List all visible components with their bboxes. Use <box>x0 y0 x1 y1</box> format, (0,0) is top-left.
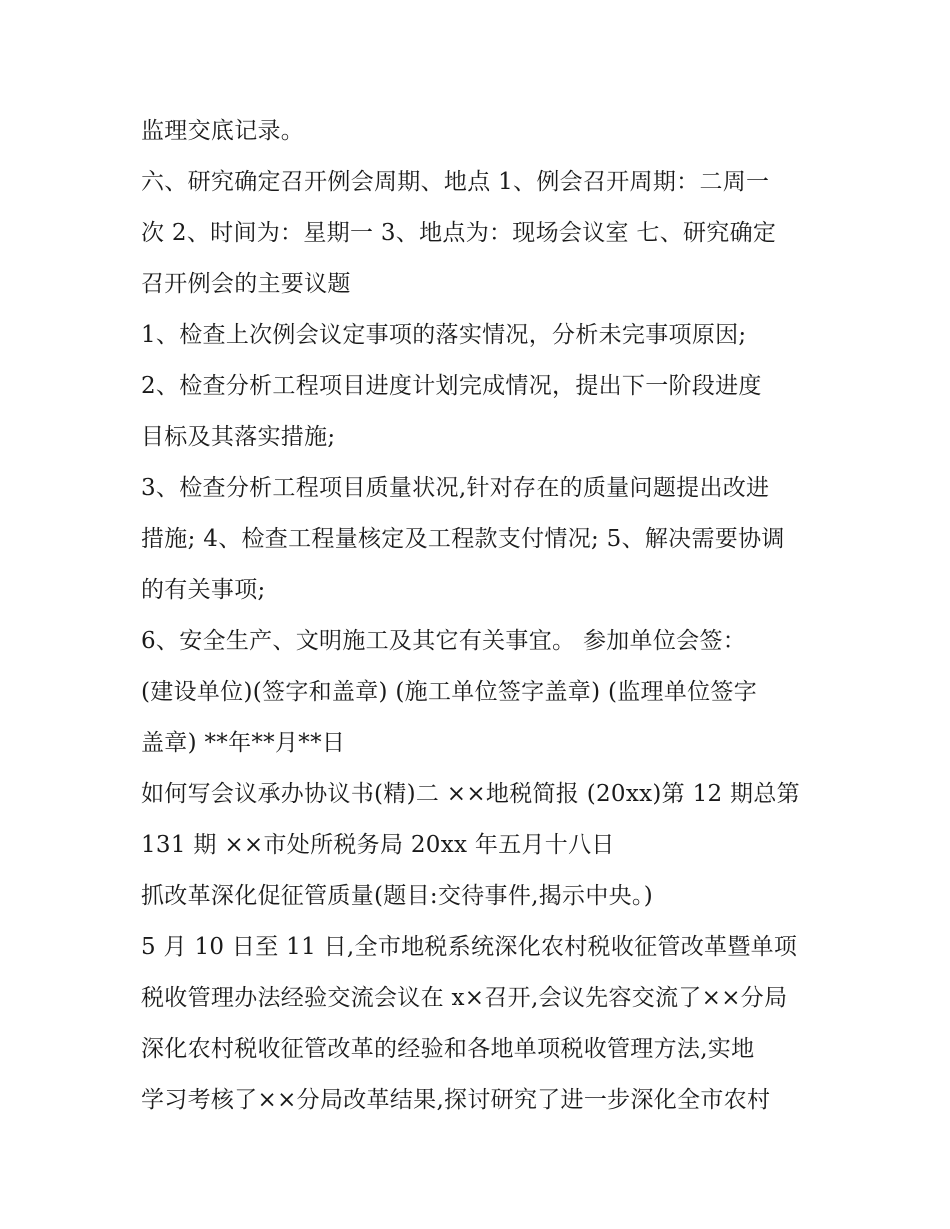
text-line: 目标及其落实措施; <box>141 424 336 450</box>
text-line: 的有关事项; <box>141 577 266 603</box>
text-line: 监理交底记录。 <box>141 118 305 144</box>
text-line: 3、检查分析工程项目质量状况,针对存在的质量问题提出改进 <box>141 475 770 501</box>
text-line: 税收管理办法经验交流会议在 x×召开,会议先容交流了××分局 <box>141 985 788 1011</box>
text-line: 131 期 ××市处所税务局 20xx 年五月十八日 <box>141 832 615 858</box>
text-line: 6、安全生产、文明施工及其它有关事宜。 参加单位会签： <box>141 628 747 654</box>
text-line: 措施; 4、检查工程量核定及工程款支付情况; 5、解决需要协调 <box>141 526 785 552</box>
text-line: 盖章) **年**月**日 <box>141 730 346 756</box>
document-body <box>141 106 821 1126</box>
text-line: (建设单位)(签字和盖章) (施工单位签字盖章) (监理单位签字 <box>141 679 758 705</box>
text-line: 召开例会的主要议题 <box>141 271 351 297</box>
text-line: 学习考核了××分局改革结果,探讨研究了进一步深化全市农村 <box>141 1087 771 1113</box>
text-line: 1、检查上次例会议定事项的落实情况，分析未完事项原因; <box>141 322 747 348</box>
text-line: 深化农村税收征管改革的经验和各地单项税收管理方法,实地 <box>141 1036 755 1062</box>
text-line: 如何写会议承办协议书(精)二 ××地税简报 (20xx)第 12 期总第 <box>141 781 800 807</box>
text-line: 2、检查分析工程项目进度计划完成情况，提出下一阶段进度 <box>141 373 762 399</box>
text-line: 六、研究确定召开例会周期、地点 1、例会召开周期：二周一 <box>141 169 770 195</box>
text-line: 抓改革深化促征管质量(题目:交待事件,揭示中央。) <box>141 883 654 909</box>
text-line: 5 月 10 日至 11 日,全市地税系统深化农村税收征管改革暨单项 <box>141 934 798 960</box>
text-line: 次 2、时间为：星期一 3、地点为：现场会议室 七、研究确定 <box>141 220 777 246</box>
